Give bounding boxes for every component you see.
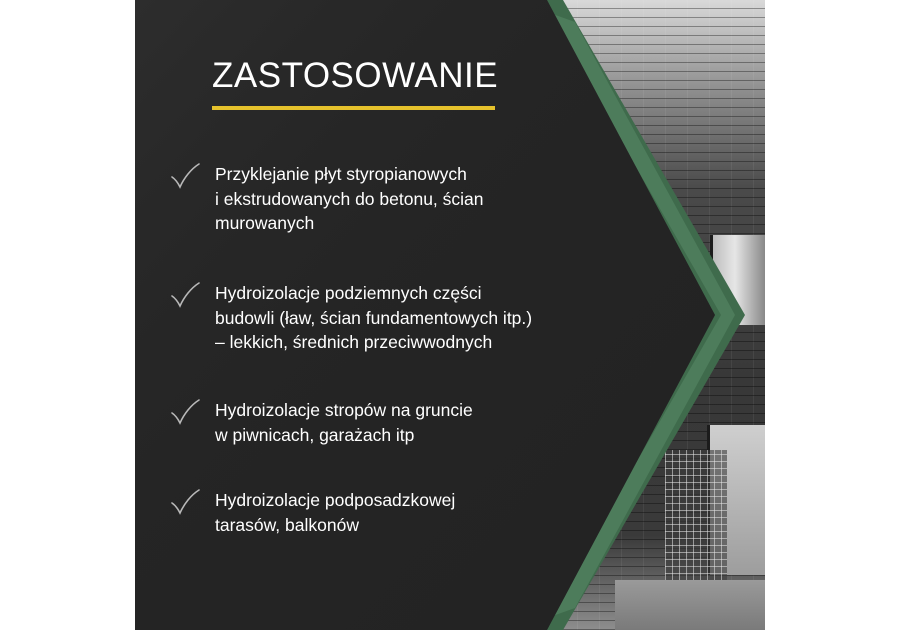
list-item-text: Przyklejanie płyt styropianowych i ekstrudowanych do betonu, ścian murowanych xyxy=(215,164,484,233)
checkmark-icon xyxy=(169,281,201,309)
checkmark-icon xyxy=(169,488,201,516)
checkmark-icon xyxy=(169,398,201,426)
checkmark-icon xyxy=(169,162,201,190)
page-title: ZASTOSOWANIE xyxy=(212,56,499,95)
list-item-text: Hydroizolacje podziemnych części budowli (ław, ścian fundamentowych itp.) – lekkich, średnich przeciwwodnych xyxy=(215,283,533,352)
list-item-text: Hydroizolacje podposadzkowej tarasów, balkonów xyxy=(215,490,456,535)
title-underline xyxy=(212,106,495,110)
infographic-canvas xyxy=(135,0,765,630)
list-item-text: Hydroizolacje stropów na gruncie w piwnicach, garażach itp xyxy=(215,400,473,445)
